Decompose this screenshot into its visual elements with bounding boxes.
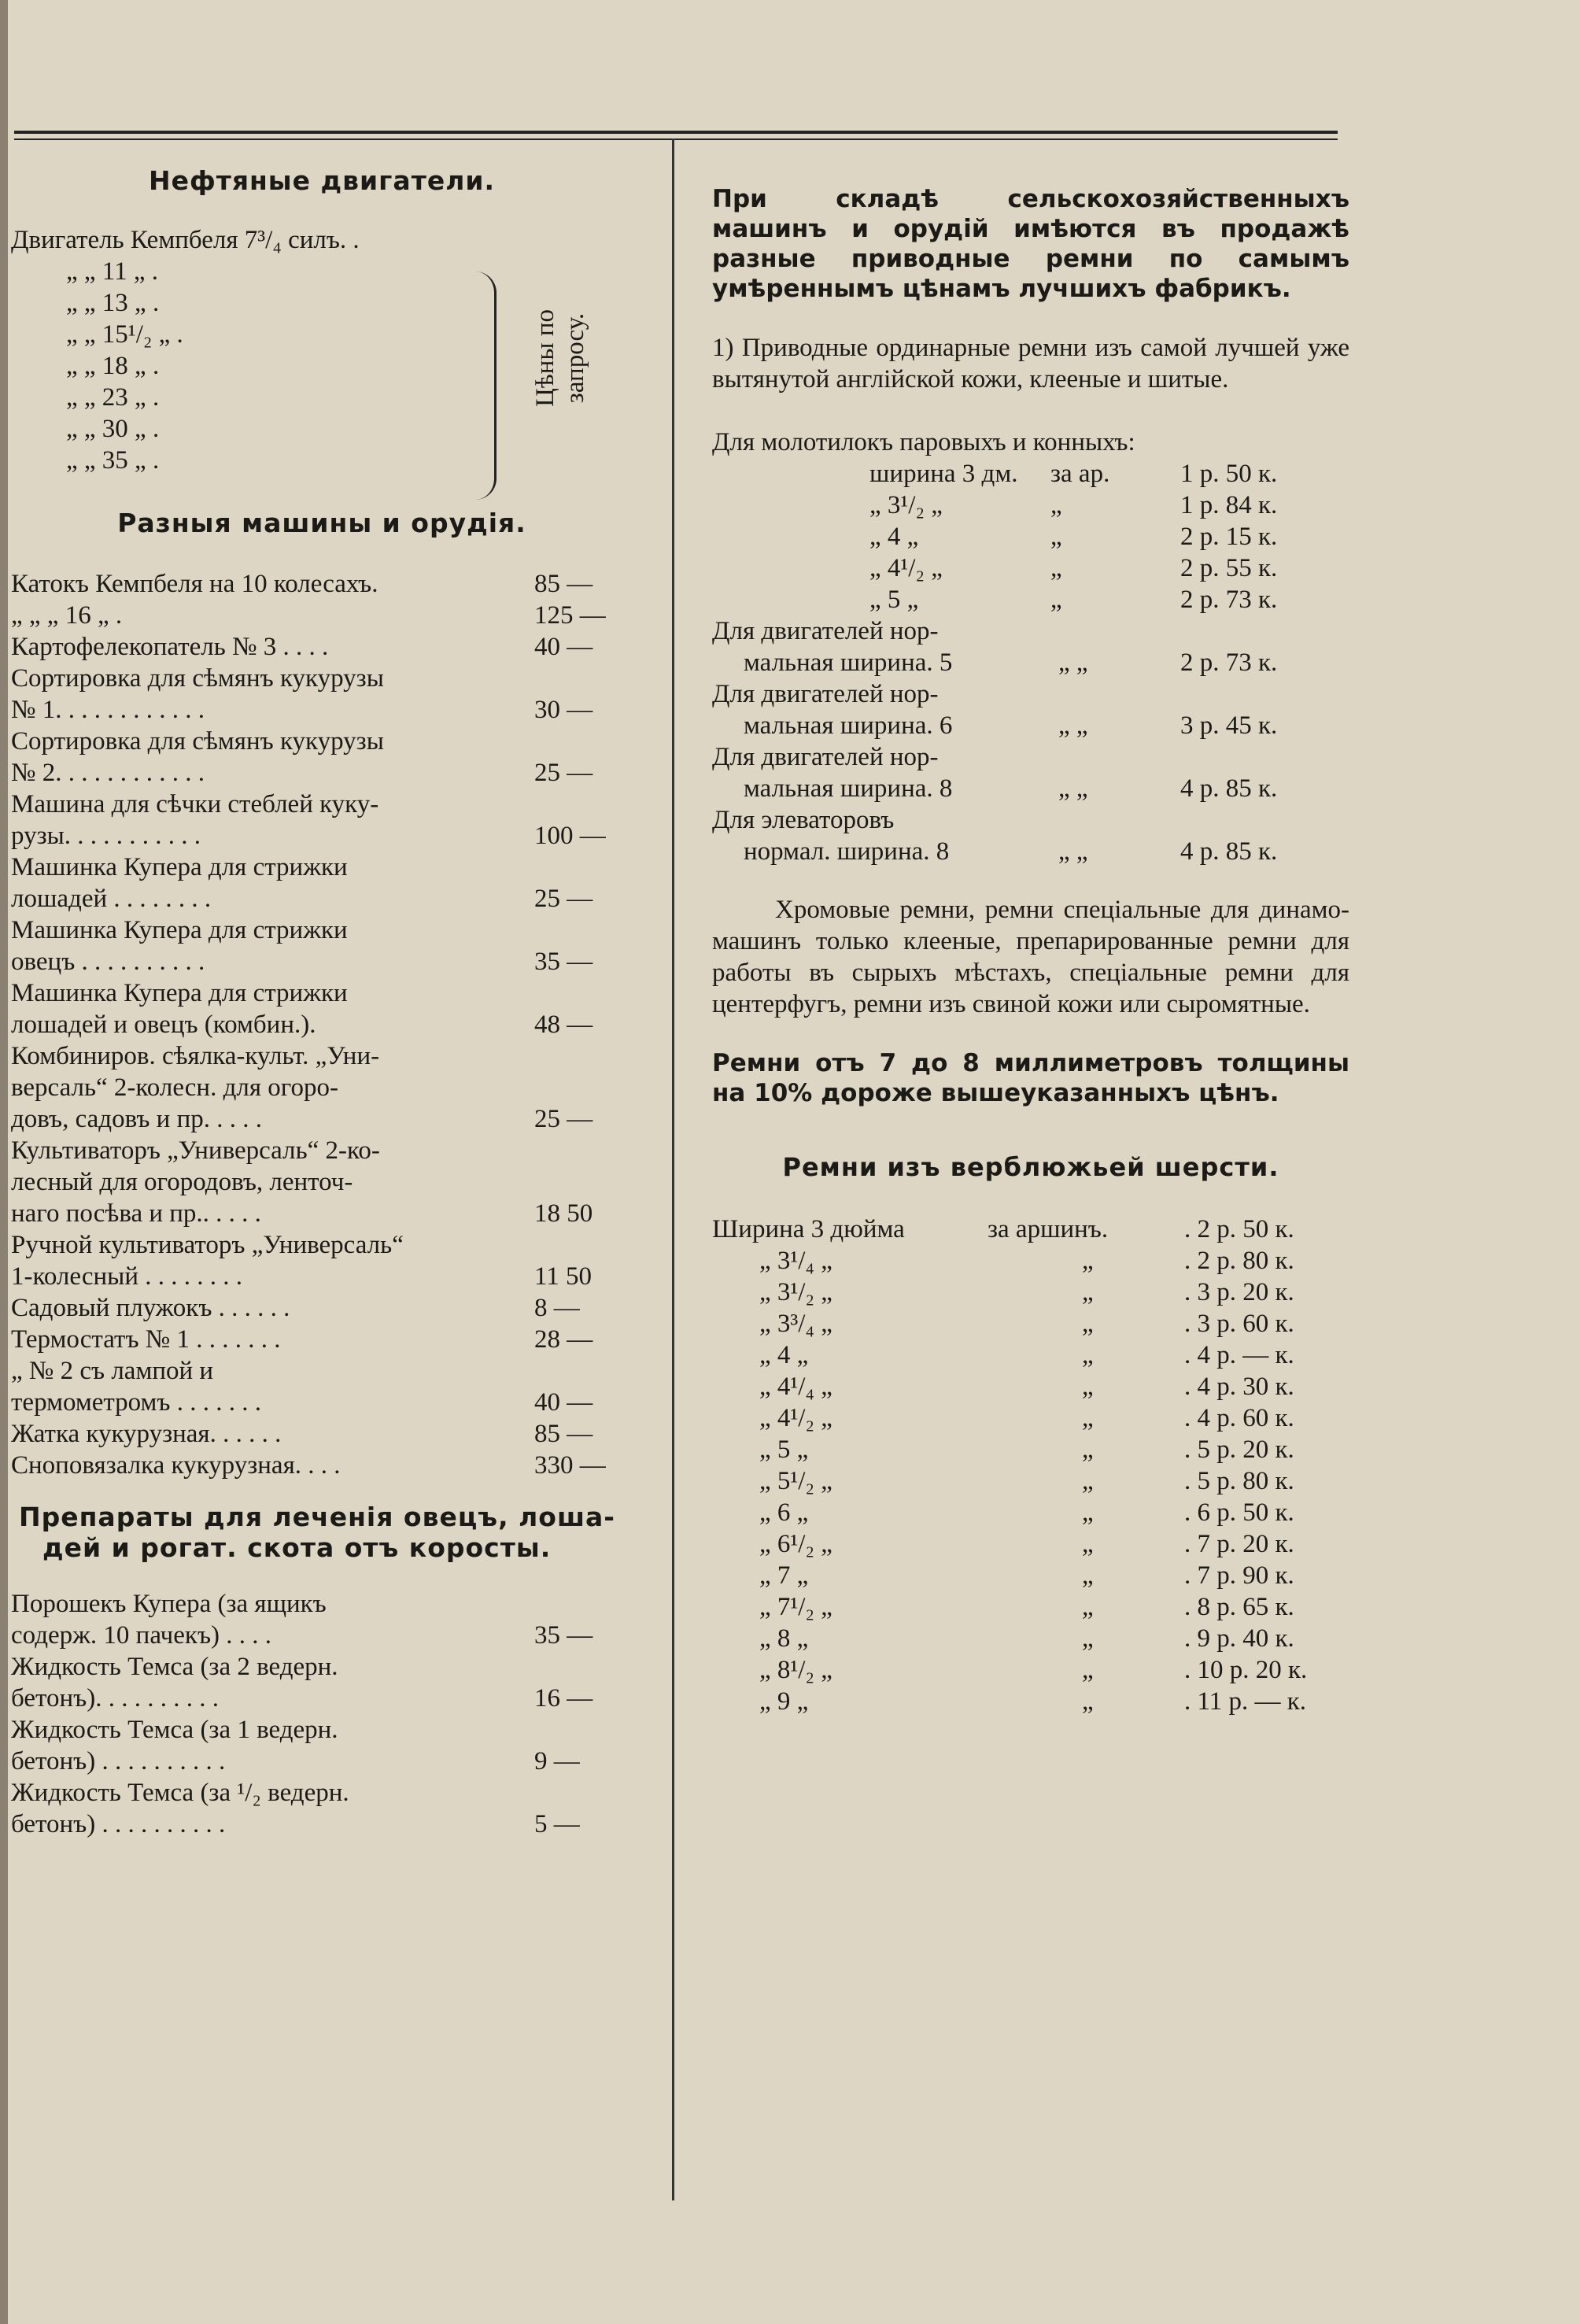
engine-belt-label-row (712, 615, 1349, 647)
misc-label: овецъ . . . . . . . . . . (11, 948, 205, 976)
engine-label: „ „ 23 „ . (66, 383, 160, 412)
engine-belt-label-row (712, 804, 1349, 836)
engine-belt-width: мальная ширина. 5 (744, 648, 953, 677)
misc-row (11, 883, 633, 914)
engine-belt-price: 4 р. 85 к. (1180, 837, 1278, 866)
thresh-width: „ 3¹/₂ „ (869, 491, 943, 519)
misc-price: 25 — (534, 885, 593, 913)
camel-row (712, 1528, 1349, 1560)
thresh-price: 2 р. 55 к. (1180, 554, 1278, 582)
camel-row (712, 1371, 1349, 1402)
camel-price: . 9 р. 40 к. (1184, 1624, 1294, 1653)
camel-price: . 10 р. 20 к. (1184, 1656, 1308, 1684)
misc-row (11, 1355, 633, 1387)
misc-price: 40 — (534, 633, 593, 661)
camel-row (712, 1308, 1349, 1339)
misc-label: Машинка Купера для стрижки (11, 916, 348, 944)
misc-price: 85 — (534, 570, 593, 598)
chrome-belts-paragraph: Хромовые ремни, ремни спеціальные для динамо-машинъ только клееные, препарированные ремни для работы въ сырыхъ мѣстахъ, спеціальные ремни для центерфугъ, ремни изъ свиной кожи или сыромятные. (712, 896, 1349, 1018)
prep-row (11, 1746, 633, 1777)
misc-price: 48 — (534, 1011, 593, 1039)
camel-unit: за аршинъ. (988, 1215, 1109, 1243)
misc-row (11, 1261, 633, 1292)
camel-row (712, 1591, 1349, 1623)
misc-label: Машина для сѣчки стеблей куку- (11, 790, 379, 818)
camel-price: . 4 р. — к. (1184, 1341, 1294, 1369)
misc-row (11, 789, 633, 820)
engine-row (11, 224, 633, 256)
camel-width: „ 4 „ (759, 1341, 809, 1369)
engine-belts-table (712, 615, 1349, 867)
engine-belt-width: нормал. ширина. 8 (744, 837, 950, 866)
camel-width: „ 5¹/₂ „ (759, 1467, 832, 1495)
prep-label: бетонъ) . . . . . . . . . . (11, 1810, 226, 1838)
camel-row (712, 1623, 1349, 1654)
camel-belts-table (712, 1214, 1349, 1717)
prep-label: содерж. 10 пачекъ) . . . . (11, 1621, 271, 1650)
prep-price: 9 — (534, 1747, 580, 1775)
thresh-width: ширина 3 дм. (869, 460, 1018, 488)
engine-belt-unit: „ „ (1058, 711, 1088, 740)
camel-unit: „ (1082, 1404, 1094, 1432)
prep-label: бетонъ). . . . . . . . . . (11, 1684, 219, 1713)
prep-price: 5 — (534, 1810, 580, 1838)
engines-price-note: Цѣны по запросу. (531, 309, 589, 407)
misc-label: Ручной культиваторъ „Универсаль“ (11, 1231, 404, 1259)
prep-label: Порошекъ Купера (за ящикъ (11, 1590, 327, 1618)
camel-price: . 7 р. 90 к. (1184, 1561, 1294, 1590)
camel-unit: „ (1082, 1498, 1094, 1527)
misc-row (11, 1103, 633, 1135)
engine-belt-label: Для двигателей нор- (712, 617, 939, 645)
thresh-unit: „ (1050, 586, 1062, 614)
camel-row (712, 1560, 1349, 1591)
misc-label: Сортировка для сѣмянъ кукурузы (11, 664, 384, 693)
misc-label: рузы. . . . . . . . . . . (11, 822, 201, 850)
thresh-row (712, 490, 1349, 521)
prep-row (11, 1777, 633, 1809)
misc-price: 40 — (534, 1388, 593, 1417)
camel-price: . 5 р. 20 к. (1184, 1435, 1294, 1464)
engine-label: „ „ 13 „ . (66, 289, 160, 317)
thresh-row (712, 458, 1349, 490)
camel-width: „ 5 „ (759, 1435, 809, 1464)
misc-label: Культиваторъ „Универсаль“ 2-ко- (11, 1136, 380, 1165)
thresh-unit: „ (1050, 491, 1062, 519)
misc-row (11, 852, 633, 883)
camel-unit: „ (1082, 1247, 1094, 1275)
misc-label: № 2. . . . . . . . . . . . (11, 759, 205, 787)
camel-unit: „ (1082, 1310, 1094, 1338)
engine-belt-width: мальная ширина. 6 (744, 711, 953, 740)
camel-row (712, 1402, 1349, 1434)
misc-row (11, 977, 633, 1009)
camel-row (712, 1434, 1349, 1465)
misc-price: 85 — (534, 1420, 593, 1448)
engine-belt-price: 3 р. 45 к. (1180, 711, 1278, 740)
misc-price: 18 50 (534, 1199, 593, 1228)
engine-label: „ „ 11 „ . (66, 257, 158, 286)
prep-label: Жидкость Темса (за 2 ведерн. (11, 1653, 338, 1681)
camel-price: . 5 р. 80 к. (1184, 1467, 1294, 1495)
misc-row (11, 820, 633, 852)
misc-row (11, 1198, 633, 1229)
misc-label: Машинка Купера для стрижки (11, 979, 348, 1007)
misc-row (11, 1009, 633, 1040)
camel-row (712, 1245, 1349, 1277)
misc-price: 330 — (534, 1451, 606, 1480)
misc-price: 11 50 (534, 1262, 592, 1291)
right-column (712, 150, 1349, 1717)
misc-row (11, 1324, 633, 1355)
misc-row (11, 600, 633, 631)
misc-row (11, 694, 633, 726)
engine-belt-label-row (712, 741, 1349, 773)
engine-belt-label: Для элеваторовъ (712, 806, 895, 834)
misc-label: наго посѣва и пр.. . . . . (11, 1199, 261, 1228)
engine-row (11, 445, 633, 476)
thresh-width: „ 4 „ (869, 523, 919, 551)
engine-belt-unit: „ „ (1058, 648, 1088, 677)
thresh-row (712, 584, 1349, 615)
thresh-width: „ 5 „ (869, 586, 919, 614)
misc-label: довъ, садовъ и пр. . . . . (11, 1105, 262, 1133)
camel-width: „ 7 „ (759, 1561, 809, 1590)
camel-width: „ 3³/₄ „ (759, 1310, 832, 1338)
engine-label: „ „ 18 „ . (66, 352, 160, 380)
thresh-price: 2 р. 15 к. (1180, 523, 1278, 551)
camel-row (712, 1339, 1349, 1371)
engine-belt-label-row (712, 678, 1349, 710)
camel-price: . 2 р. 50 к. (1184, 1215, 1294, 1243)
camel-unit: „ (1082, 1593, 1094, 1621)
misc-label: Картофелекопатель № 3 . . . . (11, 633, 329, 661)
camel-width: „ 6 „ (759, 1498, 809, 1527)
camel-price: . 8 р. 65 к. (1184, 1593, 1294, 1621)
prep-row (11, 1651, 633, 1683)
camel-row (712, 1497, 1349, 1528)
misc-label: Садовый плужокъ . . . . . . (11, 1294, 290, 1322)
camel-unit: „ (1082, 1341, 1094, 1369)
camel-width: „ 7¹/₂ „ (759, 1593, 832, 1621)
misc-label: „ № 2 съ лампой и (11, 1357, 214, 1385)
misc-price: 35 — (534, 948, 593, 976)
camel-unit: „ (1082, 1373, 1094, 1401)
engine-belt-row (712, 710, 1349, 741)
misc-label: термометромъ . . . . . . . (11, 1388, 261, 1417)
misc-row (11, 1166, 633, 1198)
misc-row (11, 1418, 633, 1450)
misc-label: лесный для огородовъ, ленточ- (11, 1168, 353, 1196)
misc-price: 30 — (534, 696, 593, 724)
misc-row (11, 663, 633, 694)
camel-width: „ 8¹/₂ „ (759, 1656, 832, 1684)
camel-width: Ширина 3 дюйма (712, 1215, 905, 1243)
misc-list (11, 568, 633, 1481)
engine-belt-row (712, 647, 1349, 678)
camel-price: . 3 р. 20 к. (1184, 1278, 1294, 1306)
misc-row (11, 631, 633, 663)
engine-belt-row (712, 836, 1349, 867)
camel-row (712, 1686, 1349, 1717)
prep-title-2: дей и рогат. скота отъ коросты. (42, 1532, 552, 1563)
prep-row (11, 1683, 633, 1714)
prep-row (11, 1588, 633, 1620)
engine-label: Двигатель Кемпбеля 7³/₄ силъ. . (11, 226, 360, 254)
prep-title-1: Препараты для леченія овецъ, лоша- (19, 1502, 615, 1532)
thresh-unit: „ (1050, 554, 1062, 582)
misc-row (11, 1387, 633, 1418)
threshers-title: Для молотилокъ паровыхъ и конныхъ: (712, 428, 1135, 456)
prep-row (11, 1620, 633, 1651)
camel-unit: „ (1082, 1467, 1094, 1495)
camel-unit: „ (1082, 1656, 1094, 1684)
camel-unit: „ (1082, 1278, 1094, 1306)
camel-price: . 3 р. 60 к. (1184, 1310, 1294, 1338)
misc-label: „ „ „ 16 „ . (11, 601, 123, 630)
prep-label: Жидкость Темса (за ¹/₂ ведерн. (11, 1779, 349, 1807)
camel-row (712, 1654, 1349, 1686)
misc-label: лошадей и овецъ (комбин.). (11, 1011, 316, 1039)
thresh-unit: за ар. (1050, 460, 1110, 488)
camel-row (712, 1277, 1349, 1308)
engine-belt-label: Для двигателей нор- (712, 743, 939, 771)
engines-title: Нефтяные двигатели. (148, 165, 496, 196)
misc-label: № 1. . . . . . . . . . . . (11, 696, 205, 724)
misc-row (11, 1072, 633, 1103)
camel-unit: „ (1082, 1435, 1094, 1464)
camel-price: . 7 р. 20 к. (1184, 1530, 1294, 1558)
camel-unit: „ (1082, 1687, 1094, 1716)
misc-label: Комбиниров. сѣялка-культ. „Уни- (11, 1042, 380, 1070)
misc-row (11, 757, 633, 789)
prep-price: 35 — (534, 1621, 593, 1650)
camel-price: . 4 р. 60 к. (1184, 1404, 1294, 1432)
misc-label: Машинка Купера для стрижки (11, 853, 348, 881)
misc-row (11, 1135, 633, 1166)
engines-list (11, 224, 633, 476)
thresh-width: „ 4¹/₂ „ (869, 554, 943, 582)
engine-belt-price: 4 р. 85 к. (1180, 774, 1278, 803)
camel-price: . 6 р. 50 к. (1184, 1498, 1294, 1527)
intro-paragraph: При складѣ сельскохозяйственныхъ машинъ и орудій имѣются въ продажѣ разные приводные ремни по самымъ умѣреннымъ цѣнамъ лучшихъ фабрикъ. (712, 185, 1349, 303)
thresh-price: 2 р. 73 к. (1180, 586, 1278, 614)
camel-width: „ 4¹/₂ „ (759, 1404, 832, 1432)
misc-label: Сортировка для сѣмянъ кукурузы (11, 727, 384, 756)
misc-row (11, 568, 633, 600)
prep-row (11, 1809, 633, 1840)
camel-unit: „ (1082, 1561, 1094, 1590)
misc-row (11, 726, 633, 757)
camel-width: „ 3¹/₄ „ (759, 1247, 832, 1275)
misc-price: 25 — (534, 1105, 593, 1133)
engine-label: „ „ 30 „ . (66, 415, 160, 443)
misc-label: версаль“ 2-колесн. для огоро- (11, 1073, 338, 1102)
camel-width: „ 9 „ (759, 1687, 809, 1716)
camel-width: „ 6¹/₂ „ (759, 1530, 832, 1558)
engine-label: „ „ 35 „ . (66, 446, 160, 475)
misc-label: Сноповязалка кукурузная. . . . (11, 1451, 341, 1480)
page-edge (0, 0, 8, 2324)
misc-label: лошадей . . . . . . . . (11, 885, 212, 913)
misc-price: 28 — (534, 1325, 593, 1354)
prep-price: 16 — (534, 1684, 593, 1713)
misc-price: 25 — (534, 759, 593, 787)
prep-label: бетонъ) . . . . . . . . . . (11, 1747, 226, 1775)
engine-belt-label: Для двигателей нор- (712, 680, 939, 708)
thresh-unit: „ (1050, 523, 1062, 551)
engine-belt-unit: „ „ (1058, 837, 1088, 866)
camel-price: . 4 р. 30 к. (1184, 1373, 1294, 1401)
thresh-price: 1 р. 50 к. (1180, 460, 1278, 488)
misc-label: Катокъ Кемпбеля на 10 колесахъ. (11, 570, 378, 598)
engine-belt-row (712, 773, 1349, 804)
thresh-row (712, 552, 1349, 584)
misc-price: 125 — (534, 601, 606, 630)
misc-label: Жатка кукурузная. . . . . . (11, 1420, 282, 1448)
camel-row (712, 1465, 1349, 1497)
prep-row (11, 1714, 633, 1746)
misc-row (11, 1229, 633, 1261)
thresh-row (712, 521, 1349, 552)
misc-row (11, 914, 633, 946)
camel-unit: „ (1082, 1624, 1094, 1653)
thickness-note: Ремни отъ 7 до 8 миллиметровъ толщины на 10% дороже вышеуказанныхъ цѣнъ. (712, 1049, 1349, 1107)
top-rule-thick (14, 131, 1338, 134)
camel-row (712, 1214, 1349, 1245)
left-column (11, 150, 633, 1840)
camel-price: . 11 р. — к. (1184, 1687, 1307, 1716)
top-rule-thin (14, 139, 1338, 140)
threshers-table (712, 458, 1349, 615)
misc-price: 8 — (534, 1294, 580, 1322)
ordinary-belts-paragraph: 1) Приводные ординарные ремни изъ самой лучшей уже вытянутой англійской кожи, клееные и шитые. (712, 334, 1349, 393)
misc-price: 100 — (534, 822, 606, 850)
column-divider (672, 139, 674, 2200)
prep-label: Жидкость Темса (за 1 ведерн. (11, 1716, 338, 1744)
misc-label: Термостатъ № 1 . . . . . . . (11, 1325, 281, 1354)
engine-belt-width: мальная ширина. 8 (744, 774, 953, 803)
thresh-price: 1 р. 84 к. (1180, 491, 1278, 519)
camel-width: „ 3¹/₂ „ (759, 1278, 832, 1306)
misc-row (11, 1450, 633, 1481)
misc-title: Разныя машины и орудія. (117, 508, 526, 538)
camel-width: „ 4¹/₄ „ (759, 1373, 832, 1401)
misc-label: 1-колесный . . . . . . . . (11, 1262, 242, 1291)
camel-unit: „ (1082, 1530, 1094, 1558)
camel-width: „ 8 „ (759, 1624, 809, 1653)
prep-list (11, 1588, 633, 1840)
camel-price: . 2 р. 80 к. (1184, 1247, 1294, 1275)
engine-belt-unit: „ „ (1058, 774, 1088, 803)
engine-belt-price: 2 р. 73 к. (1180, 648, 1278, 677)
engine-label: „ „ 15¹/₂ „ . (66, 320, 183, 349)
misc-row (11, 1040, 633, 1072)
camel-belts-title: Ремни изъ верблюжьей шерсти. (782, 1152, 1279, 1182)
misc-row (11, 946, 633, 977)
price-brace (475, 272, 497, 500)
misc-row (11, 1292, 633, 1324)
